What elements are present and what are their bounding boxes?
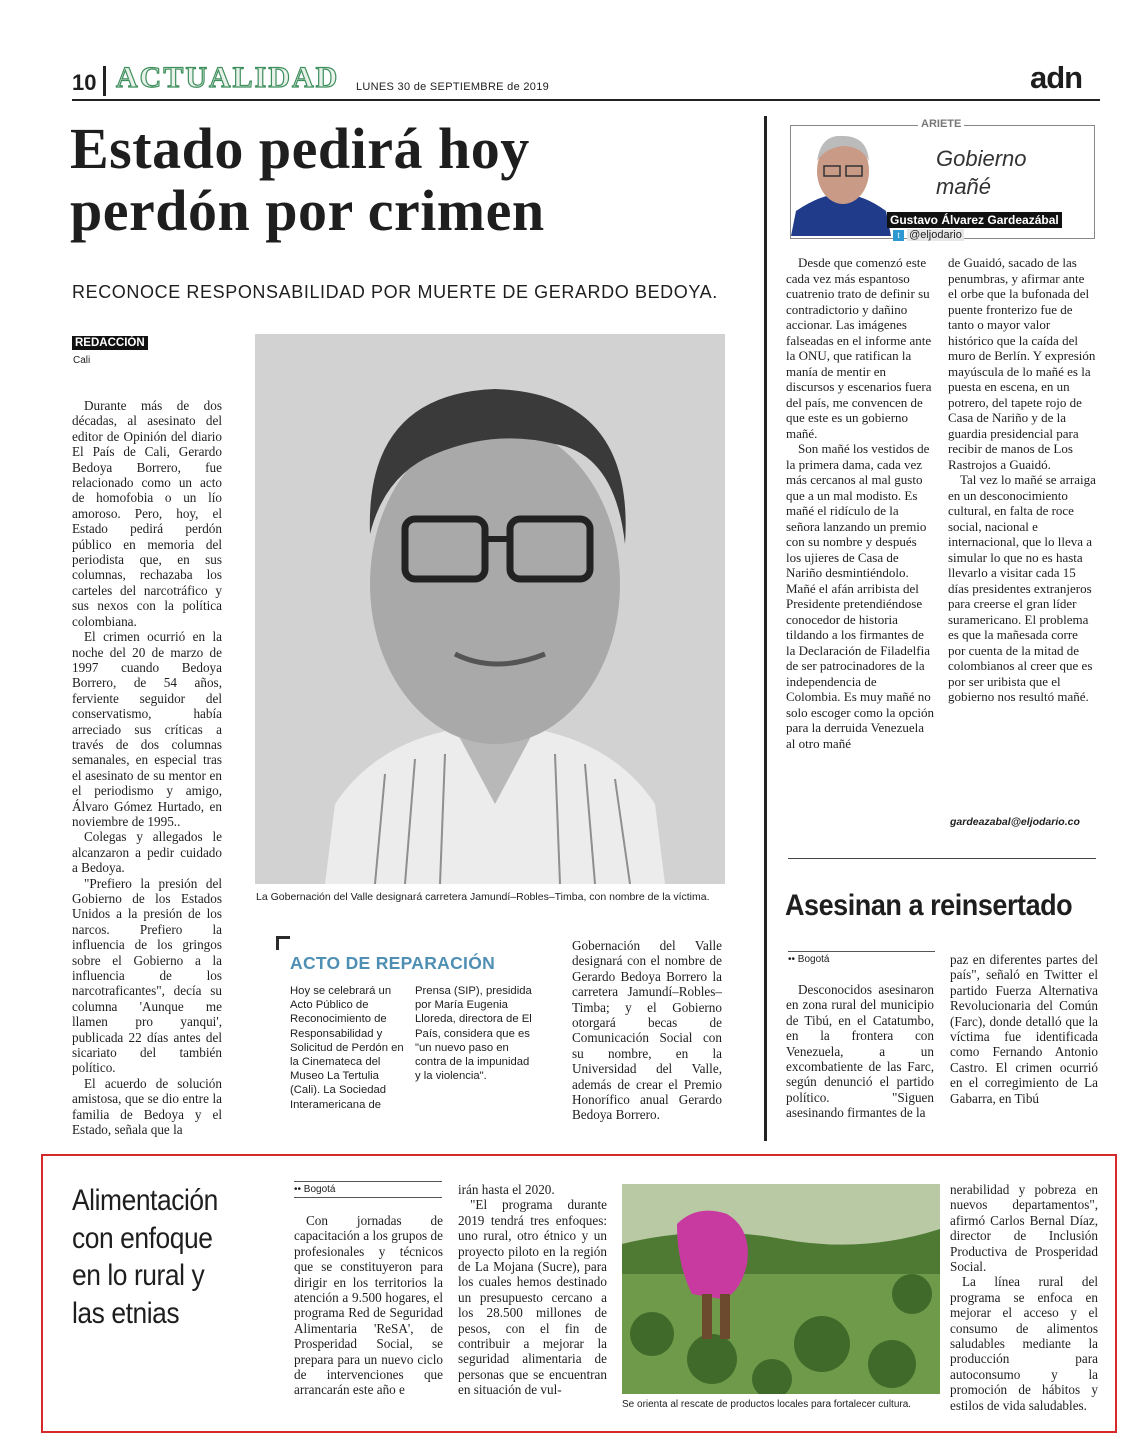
portrait-photo (255, 334, 725, 884)
columnist-twitter (893, 229, 964, 241)
opinion-column-1 (786, 255, 934, 751)
paragraph: El crimen ocurrió en la noche del 20 de marzo de 1997 cuando Bedoya Borrero, de 54 años, ferviente seguidor del conservatismo, había arreciado sus críticas a través de dos columnas semanales, en especial tras el asesinato de su mentor en el periodismo y amigo, Álvaro Gómez Hurtado, en noviembre de 1995.. (72, 629, 222, 829)
box-column-2: Prensa (SIP), presidida por María Eugenia Lloreda, directora de El País, considera que es "un nuevo paso en contra de la impunidad y la violencia". (415, 985, 532, 1083)
article2-column-2 (950, 952, 1098, 1106)
paragraph: Son mañé los vestidos de la primera dama, cada vez más cercanos al mal gusto que a un mal modisto. Es mañé el ridículo de la señora lanzando un premio con su nombre y después los ujieres de Casa de Nariño desmintiéndolo. Mañé el afán arribista del Presidente pretendiéndose conocedor de historia tildando a los firmantes de la Declaración de Filadelfia de ser patrocinadores de la independencia de Colombia. Es muy mañé no solo escoger como la opción para la derruida Venezuela al otro mañé (786, 441, 935, 751)
twitter-icon: t (893, 230, 904, 241)
article3-column-2 (458, 1182, 607, 1398)
paragraph: Desconocidos asesinaron en zona rural del municipio de Tibú, en el Catatumbo, en la frontera con Venezuela, a un excombatiente de las Farc, según denunció el partido político. "Siguen asesinando firmantes de la (786, 982, 934, 1121)
paragraph: de Guaidó, sacado de las penumbras, y afirmar ante el orbe que la bufonada del puente fronterizo fue de tanto o mayor valor histórico que la caída del muro de Berlín. Y expresión mayúscula de lo mañé es la puesta en escena, en un potrero, del tapete rojo de Casa de Nariño y de la guardia presidencial para recibir de manos de Los Rastrojos a Guaidó. (948, 255, 1096, 472)
opinion-title (936, 145, 1027, 201)
paragraph: nerabilidad y pobreza en nuevos departamentos", afirmó Carlos Bernal Díaz, director de Inclusión Productiva de Prosperidad Social. (950, 1182, 1098, 1275)
header-divider (103, 66, 106, 96)
byline-badge: REDACCIÓN (72, 336, 148, 350)
article3-location: •• Bogotá (294, 1184, 336, 1195)
column-divider (764, 116, 767, 1141)
headline-line-2: perdón por crimen (70, 178, 545, 243)
main-article-column-1 (72, 398, 222, 1138)
section-title: ACTUALIDAD (116, 61, 340, 94)
paragraph: "El programa durante 2019 tendrá tres enfoques: uno rural, otro étnico y un proyecto piloto en la región de La Mojana (Sucre), para los cuales hemos destinado un presupuesto cercano a los 28.500 millones de pesos, con el fin de contribuir a mejorar la seguridad alimentaria de personas que se encuentran en situación de vul- (458, 1197, 607, 1398)
article3-column-3 (950, 1182, 1098, 1413)
tag-rule (294, 1197, 442, 1198)
paragraph: Durante más de dos décadas, al asesinato del editor de Opinión del diario El País de Cali, Gerardo Bedoya Borrero, fue relacionado como un acto de homofobia o un lío amoroso. Pero, hoy, el Estado pedirá perdón público en memoria del periodista que, en sus columnas, rechazaba los carteles del narcotráfico y sus nexos con la política colombiana. (72, 398, 222, 629)
main-article-column-2 (572, 938, 722, 1123)
opinion-label: ARIETE (918, 118, 964, 130)
headline-line: las etnias (72, 1296, 180, 1330)
box-column-1: Hoy se celebrará un Acto Público de Reconocimiento de Responsabilidad y Solicitud de Perdón en la Cinemateca del Museo La Tertulia (Cali). La Sociedad Interamericana de (290, 985, 404, 1111)
subheadline: RECONOCE RESPONSABILIDAD POR MUERTE DE GERARDO BEDOYA. (72, 282, 718, 302)
adn-logo: adn (1030, 60, 1083, 95)
page-number: 10 (72, 70, 97, 95)
columnist-photo (791, 126, 891, 236)
byline-city: Cali (73, 355, 91, 366)
opinion-column-2 (948, 255, 1096, 705)
tag-rule (788, 951, 935, 952)
article2-location: •• Bogotá (788, 954, 830, 965)
article3-photo-caption: Se orienta al rescate de productos locales para fortalecer cultura. (622, 1399, 912, 1410)
article3-headline (72, 1182, 248, 1332)
paragraph: Desde que comenzó este cada vez más espantoso cuatrenio trato de definir su contradictorio y dañino accionar. Las imágenes falseadas en el informe ante la ONU, que ratifican la manía de mentir en discursos y escenarios fuera del país, me convencen de que este es un gobierno mañé. (786, 255, 932, 441)
headline-line: Alimentación (72, 1184, 218, 1217)
issue-date: LUNES 30 de SEPTIEMBRE de 2019 (356, 81, 550, 93)
paragraph: El acuerdo de solución amistosa, que se dio entre la familia de Bedoya y el Estado, señala que la (72, 1075, 222, 1138)
paragraph: La línea rural del programa se enfoca en mejorar el acceso y el consumo de alimentos saludables mediante la producción para autoconsumo y la promoción de hábitos y estilos de vida saludables. (950, 1274, 1098, 1413)
paragraph: Tal vez lo mañé se arraiga en un desconocimiento cultural, en falta de roce social, nacional e internacional, que lo lleva a simular lo que no es hasta llevarlo a visitar cada 15 días presidentes extranjeros para creerse el gran líder suramericano. El problema es que la mañesada corre por cuenta de la mitad de colombianos al creer que es por ser uribista que el gobierno nos resultó mañé. (948, 472, 1096, 704)
tag-rule (294, 1181, 442, 1182)
headline-line-1: Estado pedirá hoy (70, 116, 530, 181)
article2-column-1 (786, 982, 934, 1121)
box-corner (276, 936, 290, 939)
headline-line: con enfoque (72, 1221, 213, 1255)
columnist-name: Gustavo Álvarez Gardeazábal (887, 212, 1062, 228)
paragraph: irán hasta el 2020. (458, 1182, 555, 1197)
opinion-title-line-2: mañé (936, 174, 992, 199)
paragraph: Gobernación del Valle designará con el nombre de Gerardo Bedoya Borrero la carretera Jamundí–Robles–Timba; y el Gobierno otorgará becas de Comunicación Social con su nombre, en la Universidad del Valle, además de crear el Premio Honorífico anual Gerardo Bedoya Borrero. (572, 938, 722, 1123)
article3-column-1 (294, 1213, 443, 1398)
paragraph: Con jornadas de capacitación a los grupos de profesionales y técnicos que se constituyeron para dirigir en los territorios la atención a 9.500 hogares, el programa Red de Seguridad Alimentaria 'ReSA', de Prosperidad Social, se prepara para un nuevo ciclo de intervenciones que arrancarán este año e (294, 1213, 443, 1398)
opinion-title-line-1: Gobierno (936, 146, 1027, 171)
main-headline (70, 118, 750, 242)
header-rule (72, 99, 1100, 101)
farm-photo (622, 1184, 940, 1394)
columnist-email: gardeazabal@eljodario.co (950, 816, 1080, 828)
twitter-handle: @eljodario (909, 229, 962, 241)
section-rule (788, 858, 1096, 859)
photo-caption: La Gobernación del Valle designará carretera Jamundí–Robles–Timba, con nombre de la víctima. (256, 891, 710, 903)
article2-headline: Asesinan a reinsertado (785, 889, 1073, 922)
paragraph: "Prefiero la presión del Gobierno de los Estados Unidos a la presión de los narcos. Prefiero la influencia de los gringos sobre el Gobierno a la influencia de los narcotraficantes", decía su columna 'Aunque me llamen pro yanqui', publicada 22 días antes del sicariato del también político. (72, 875, 222, 1076)
headline-line: en lo rural y (72, 1259, 205, 1292)
paragraph: paz en diferentes partes del país", señaló en Twitter el partido Fuerza Alternativa Revolucionaria del Común (Farc), donde detalló que la víctima fue identificada como Fernando Antonio Castro. El crimen ocurrió en el corregimiento de La Gabarra, en Tibú (950, 952, 1098, 1106)
paragraph: Colegas y allegados le alcanzaron a pedir cuidado a Bedoya. (72, 829, 222, 876)
box-title: ACTO DE REPARACIÓN (290, 953, 496, 973)
